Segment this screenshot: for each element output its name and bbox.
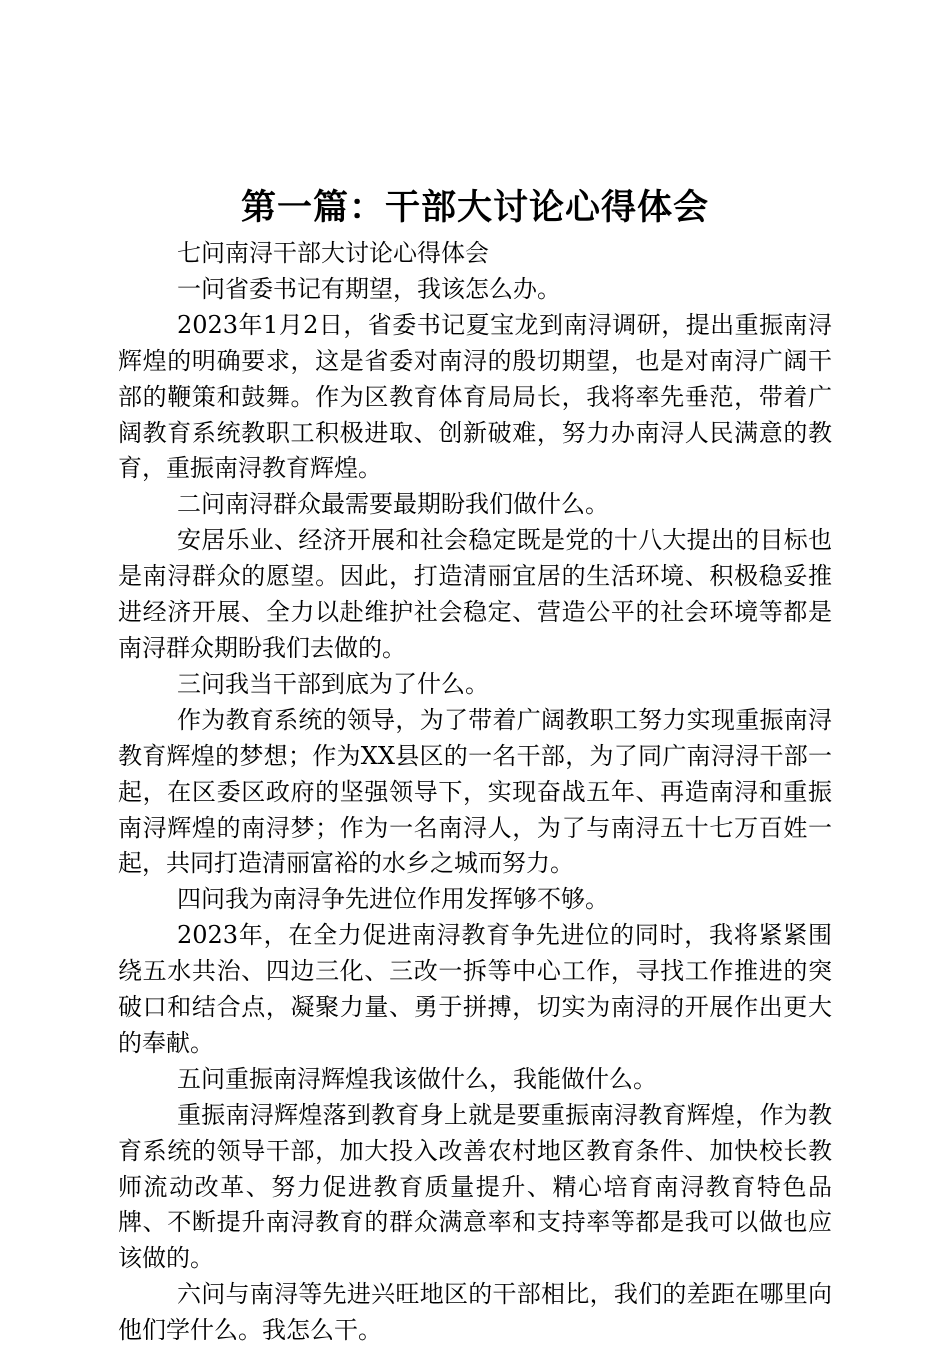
paragraph-answer-3: 作为教育系统的领导，为了带着广阔教职工努力实现重振南浔教育辉煌的梦想；作为XX县区的一名干部，为了同广南浔浔干部一起，在区委区政府的坚强领导下，实现奋战五年、再造南浔和重振南浔辉煌的南浔梦；作为一名南浔人，为了与南浔五十七万百姓一起，共同打造清丽富裕的水乡之城而努力。	[118, 705, 832, 878]
paragraph-answer-1: 2023年1月2日，省委书记夏宝龙到南浔调研，提出重振南浔辉煌的明确要求，这是省委对南浔的殷切期望，也是对南浔广阔干部的鞭策和鼓舞。作为区教育体育局局长，我将率先垂范，带着广阔教育系统教职工积极进取、创新破难，努力办南浔人民满意的教育，重振南浔教育辉煌。	[118, 310, 832, 483]
paragraph-question-1: 一问省委书记有期望，我该怎么办。	[177, 274, 561, 303]
paragraph-question-3: 三问我当干部到底为了什么。	[177, 669, 489, 698]
paragraph-subtitle: 七问南浔干部大讨论心得体会	[177, 239, 489, 267]
paragraph-question-5: 五问重振南浔辉煌我该做什么，我能做什么。	[177, 1064, 657, 1093]
paragraph-question-4: 四问我为南浔争先进位作用发挥够不够。	[177, 885, 609, 914]
paragraph-answer-2: 安居乐业、经济开展和社会稳定既是党的十八大提出的目标也是南浔群众的愿望。因此，打造清丽宜居的生活环境、积极稳妥推进经济开展、全力以赴维护社会稳定、营造公平的社会环境等都是南浔群众期盼我们去做的。	[118, 526, 832, 662]
paragraph-answer-5: 重振南浔辉煌落到教育身上就是要重振南浔教育辉煌，作为教育系统的领导干部，加大投入改善农村地区教育条件、加快校长教师流动改革、努力促进教育质量提升、精心培育南浔教育特色品牌、不断提升南浔教育的群众满意率和支持率等都是我可以做也应该做的。	[118, 1100, 832, 1273]
document-title: 第一篇：干部大讨论心得体会	[240, 188, 709, 228]
paragraph-answer-4: 2023年，在全力促进南浔教育争先进位的同时，我将紧紧围绕五水共治、四边三化、三改一拆等中心工作，寻找工作推进的突破口和结合点，凝聚力量、勇于拼搏，切实为南浔的开展作出更大的奉献。	[118, 921, 832, 1057]
paragraph-question-6: 六问与南浔等先进兴旺地区的干部相比，我们的差距在哪里向他们学什么。我怎么干。	[118, 1280, 832, 1345]
paragraph-question-2: 二问南浔群众最需要最期盼我们做什么。	[177, 490, 609, 519]
document-body	[118, 236, 832, 1349]
